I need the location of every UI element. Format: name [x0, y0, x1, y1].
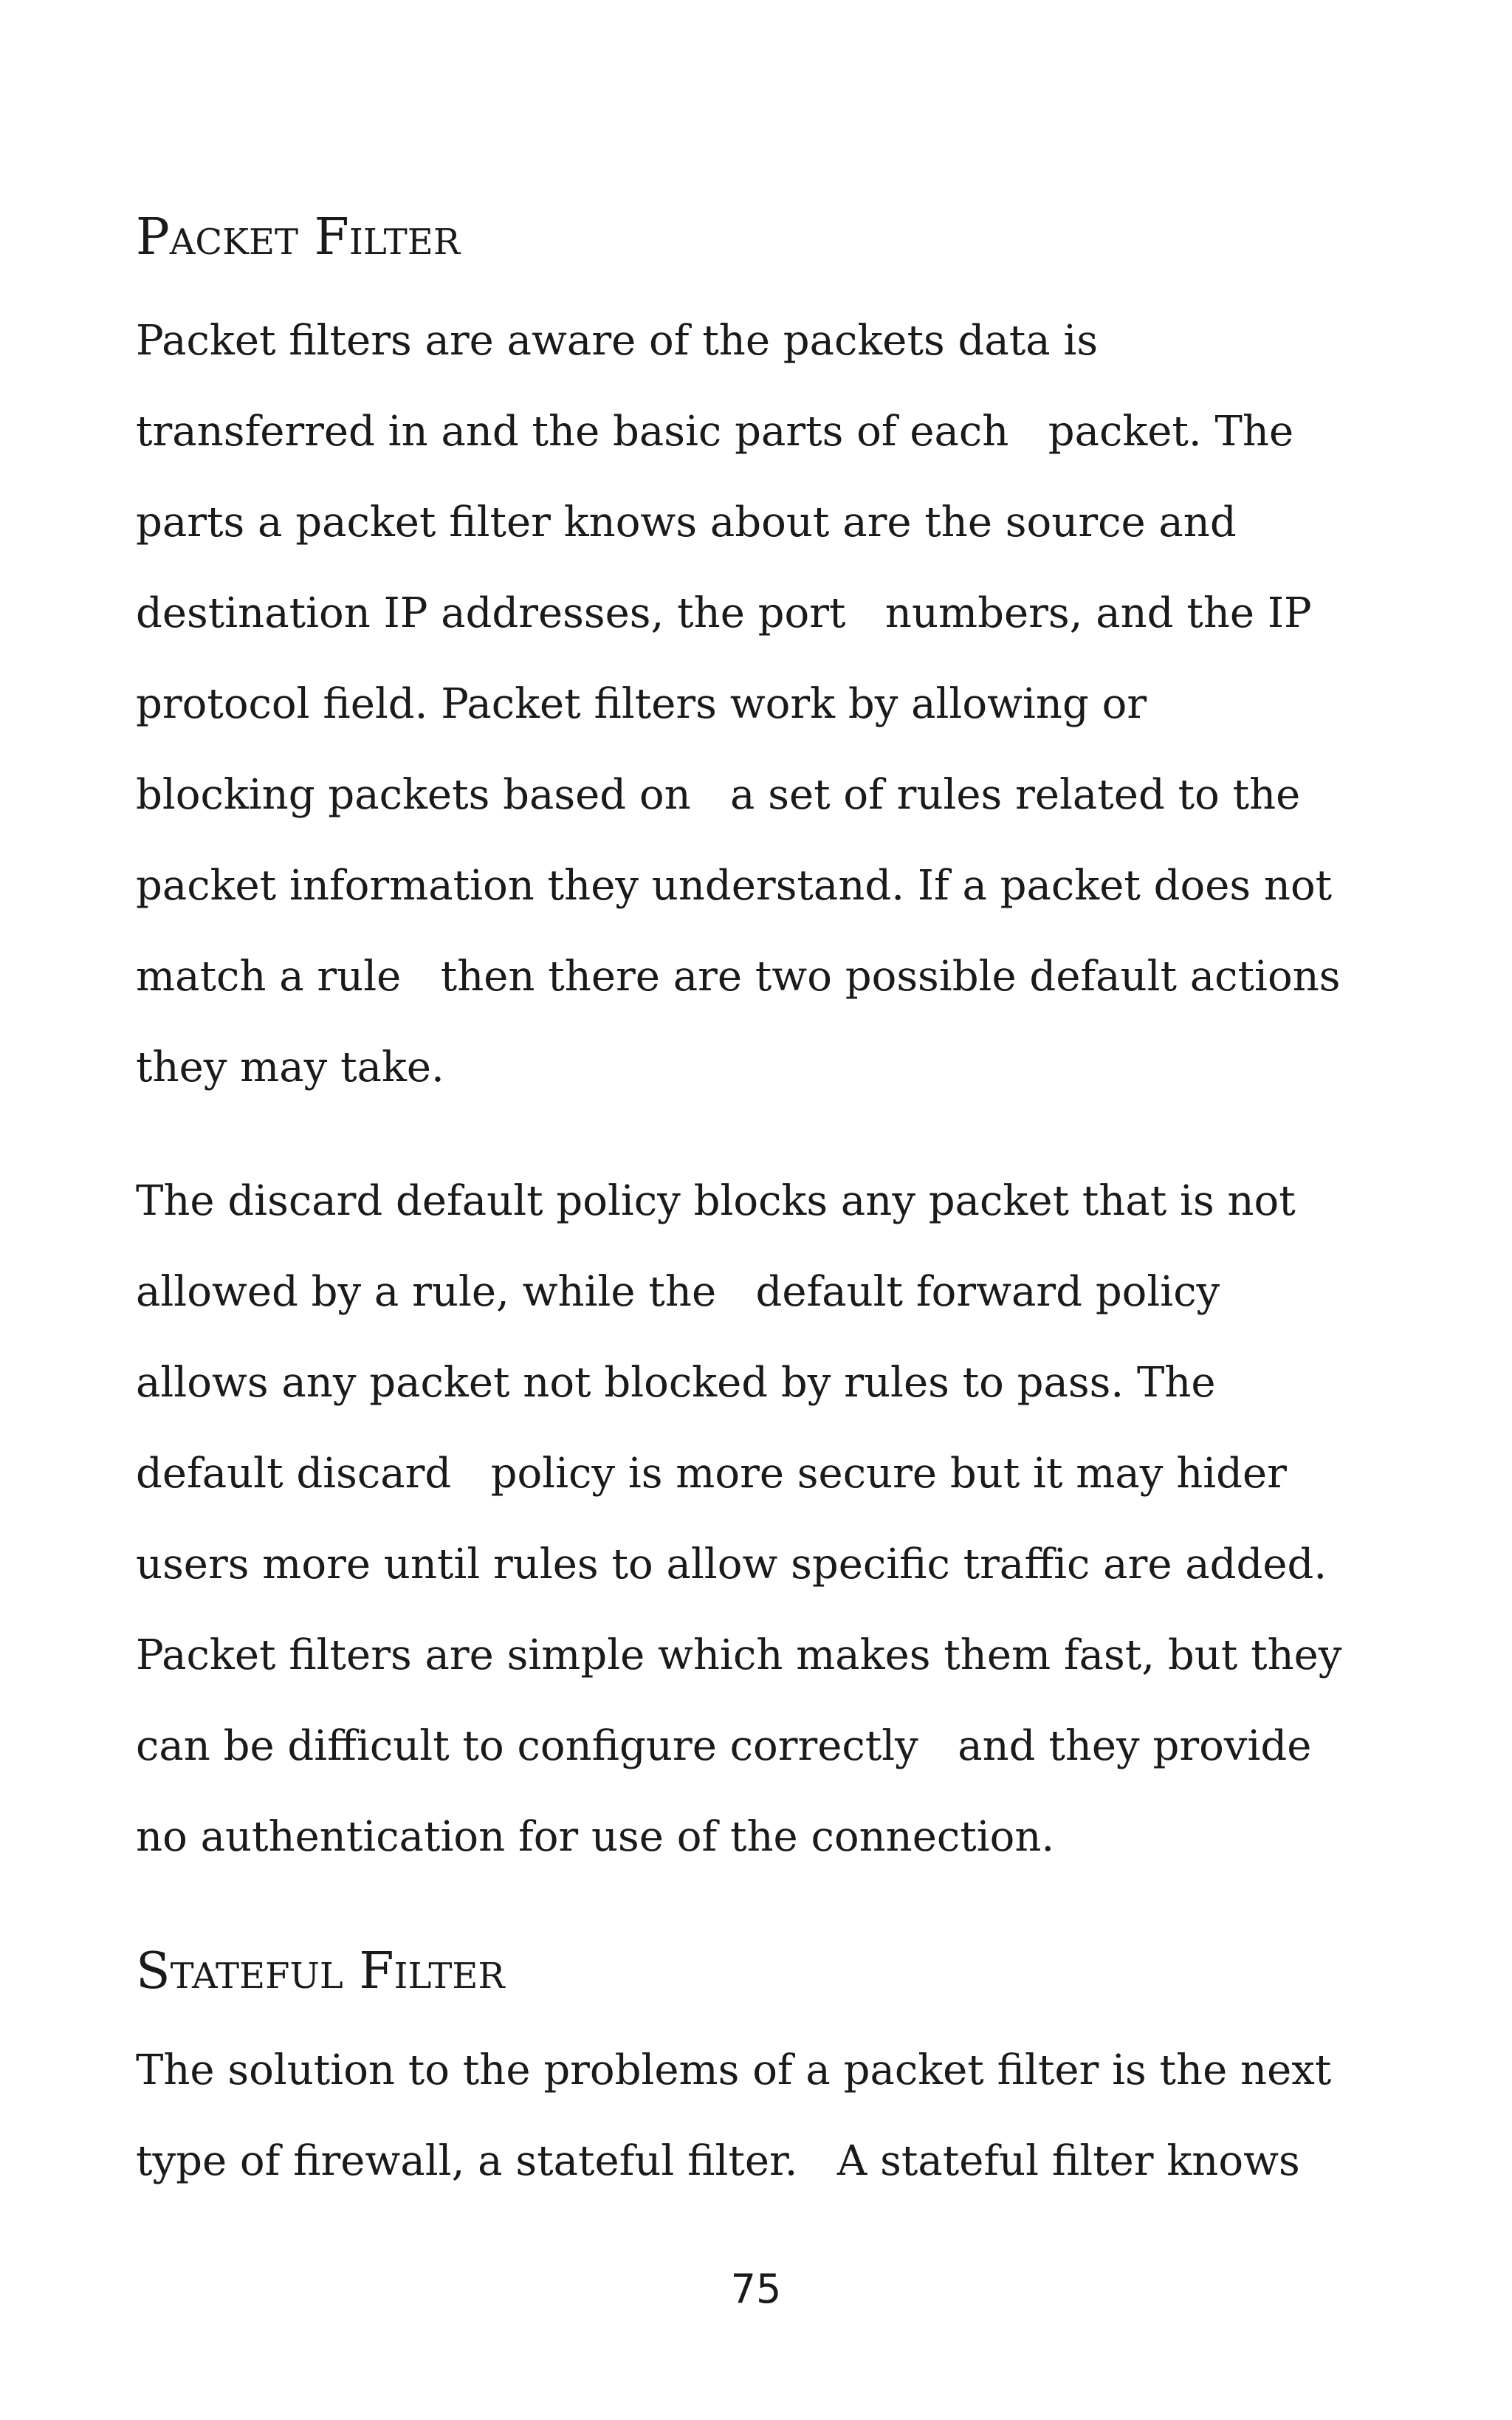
text-line: default discard policy is more secure but it may hider — [136, 1450, 1287, 1498]
text-line: they may take. — [136, 1043, 444, 1091]
text-line: match a rule then there are two possible default actions — [136, 953, 1341, 1001]
text-line: The solution to the problems of a packet filter is the next — [136, 2046, 1332, 2094]
section-heading-stateful-filter: Stateful Filter — [136, 1942, 505, 2001]
paragraph-packet-filter-intro — [136, 295, 1391, 1113]
text-line: type of firewall, a stateful filter. A stateful filter knows — [136, 2137, 1300, 2185]
text-line: protocol field. Packet filters work by allowing or — [136, 680, 1147, 728]
text-line: allows any packet not blocked by rules to pass. The — [136, 1359, 1216, 1407]
text-line: can be difficult to configure correctly and they provide — [136, 1722, 1312, 1770]
text-line: parts a packet filter knows about are the source and — [136, 498, 1237, 546]
text-line: destination IP addresses, the port numbers, and the IP — [136, 589, 1312, 637]
text-line: packet information they understand. If a packet does not — [136, 862, 1333, 910]
text-line: The discard default policy blocks any packet that is not — [136, 1177, 1296, 1225]
text-line: Packet filters are simple which makes them fast, but they — [136, 1631, 1342, 1679]
text-line: users more until rules to allow specific traffic are added. — [136, 1540, 1327, 1588]
paragraph-stateful-filter-intro — [136, 2025, 1391, 2207]
page-number: 75 — [730, 2266, 782, 2312]
text-line: no authentication for use of the connection. — [136, 1813, 1055, 1861]
text-line: Packet filters are aware of the packets data is — [136, 317, 1099, 365]
paragraph-default-policies — [136, 1156, 1391, 1882]
section-heading-packet-filter: Packet Filter — [136, 208, 460, 267]
text-line: blocking packets based on a set of rules related to the — [136, 771, 1301, 819]
text-line: allowed by a rule, while the default forward policy — [136, 1268, 1220, 1316]
text-line: transferred in and the basic parts of each packet. The — [136, 408, 1294, 456]
